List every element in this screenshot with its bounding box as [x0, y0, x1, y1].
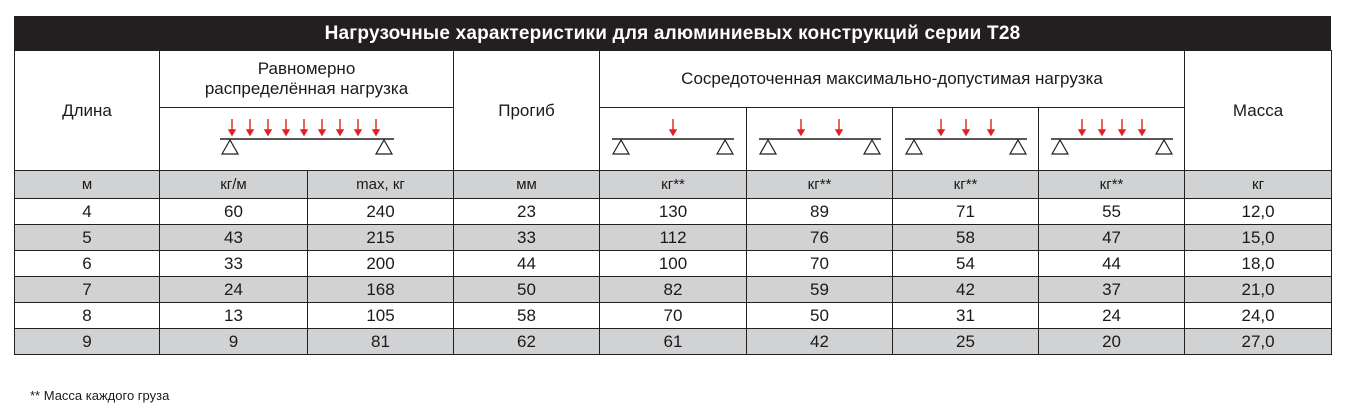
table-cell: 7	[15, 277, 160, 303]
table-cell: 24	[1039, 303, 1185, 329]
unit-cell: max, кг	[308, 171, 454, 199]
table-cell: 15,0	[1185, 225, 1332, 251]
support-left	[760, 140, 776, 154]
table-cell: 105	[308, 303, 454, 329]
table-cell: 55	[1039, 199, 1185, 225]
header-mass: Масса	[1185, 51, 1332, 171]
table-cell: 50	[747, 303, 893, 329]
support-right	[376, 140, 392, 154]
table-cell: 13	[160, 303, 308, 329]
support-left	[906, 140, 922, 154]
table-cell: 44	[1039, 251, 1185, 277]
support-left	[222, 140, 238, 154]
support-right	[1010, 140, 1026, 154]
unit-cell: кг**	[600, 171, 747, 199]
table-cell: 240	[308, 199, 454, 225]
table-cell: 215	[308, 225, 454, 251]
table-cell: 9	[160, 329, 308, 355]
table-cell: 24	[160, 277, 308, 303]
table-cell: 25	[893, 329, 1039, 355]
table-cell: 47	[1039, 225, 1185, 251]
table-cell: 60	[160, 199, 308, 225]
load-arrows	[229, 119, 379, 135]
table-cell: 4	[15, 199, 160, 225]
table-cell: 62	[454, 329, 600, 355]
table-cell: 58	[893, 225, 1039, 251]
table-cell: 82	[600, 277, 747, 303]
unit-cell: кг	[1185, 171, 1332, 199]
table-cell: 200	[308, 251, 454, 277]
table-title: Нагрузочные характеристики для алюминиевых конструкций серии Т28	[14, 16, 1331, 50]
point-load-diagram-1	[608, 115, 738, 163]
unit-cell: кг**	[893, 171, 1039, 199]
table-cell: 31	[893, 303, 1039, 329]
point-load-diagram-4	[1047, 115, 1177, 163]
load-arrows	[1079, 119, 1145, 135]
table-cell: 6	[15, 251, 160, 277]
header-deflection: Прогиб	[454, 51, 600, 171]
table-cell: 33	[454, 225, 600, 251]
table-cell: 100	[600, 251, 747, 277]
point-load-diagram-3	[901, 115, 1031, 163]
table-cell: 24,0	[1185, 303, 1332, 329]
table-cell: 61	[600, 329, 747, 355]
table-cell: 42	[893, 277, 1039, 303]
header-uniform-load: Равномерно распределённая нагрузка	[160, 51, 454, 108]
table-cell: 37	[1039, 277, 1185, 303]
table-cell: 23	[454, 199, 600, 225]
header-point-load: Сосредоточенная максимально-допустимая нагрузка	[600, 51, 1185, 108]
table-cell: 89	[747, 199, 893, 225]
table-cell: 27,0	[1185, 329, 1332, 355]
table-cell: 130	[600, 199, 747, 225]
point-load-diagram-1-cell	[600, 108, 747, 171]
load-table	[14, 50, 1332, 355]
header-length: Длина	[15, 51, 160, 171]
table-cell: 44	[454, 251, 600, 277]
unit-cell: кг**	[1039, 171, 1185, 199]
support-left	[613, 140, 629, 154]
table-cell: 50	[454, 277, 600, 303]
table-cell: 58	[454, 303, 600, 329]
table-row	[15, 277, 1332, 303]
table-cell: 5	[15, 225, 160, 251]
table-cell: 12,0	[1185, 199, 1332, 225]
table-cell: 112	[600, 225, 747, 251]
point-load-diagram-2-cell	[747, 108, 893, 171]
table-cell: 54	[893, 251, 1039, 277]
footnote: ** Масса каждого груза	[30, 388, 170, 403]
load-arrows	[670, 119, 676, 135]
point-load-diagram-3-cell	[893, 108, 1039, 171]
table-cell: 70	[747, 251, 893, 277]
load-table-container	[14, 16, 1331, 355]
unit-cell: м	[15, 171, 160, 199]
table-cell: 20	[1039, 329, 1185, 355]
uniform-load-diagram-cell	[160, 108, 454, 171]
table-cell: 33	[160, 251, 308, 277]
support-right	[864, 140, 880, 154]
point-load-diagram-2	[755, 115, 885, 163]
table-row	[15, 303, 1332, 329]
table-row	[15, 251, 1332, 277]
support-right	[717, 140, 733, 154]
support-right	[1156, 140, 1172, 154]
table-cell: 8	[15, 303, 160, 329]
table-cell: 70	[600, 303, 747, 329]
table-cell: 71	[893, 199, 1039, 225]
table-row	[15, 225, 1332, 251]
table-cell: 59	[747, 277, 893, 303]
table-cell: 21,0	[1185, 277, 1332, 303]
unit-cell: кг**	[747, 171, 893, 199]
table-row	[15, 329, 1332, 355]
point-load-diagram-4-cell	[1039, 108, 1185, 171]
table-cell: 76	[747, 225, 893, 251]
table-cell: 81	[308, 329, 454, 355]
table-cell: 42	[747, 329, 893, 355]
unit-cell: кг/м	[160, 171, 308, 199]
units-row	[15, 171, 1332, 199]
table-cell: 9	[15, 329, 160, 355]
load-arrows	[938, 119, 994, 135]
support-left	[1052, 140, 1068, 154]
unit-cell: мм	[454, 171, 600, 199]
load-arrows	[798, 119, 842, 135]
uniform-load-diagram	[212, 115, 402, 163]
table-row	[15, 199, 1332, 225]
table-cell: 43	[160, 225, 308, 251]
table-cell: 168	[308, 277, 454, 303]
table-cell: 18,0	[1185, 251, 1332, 277]
